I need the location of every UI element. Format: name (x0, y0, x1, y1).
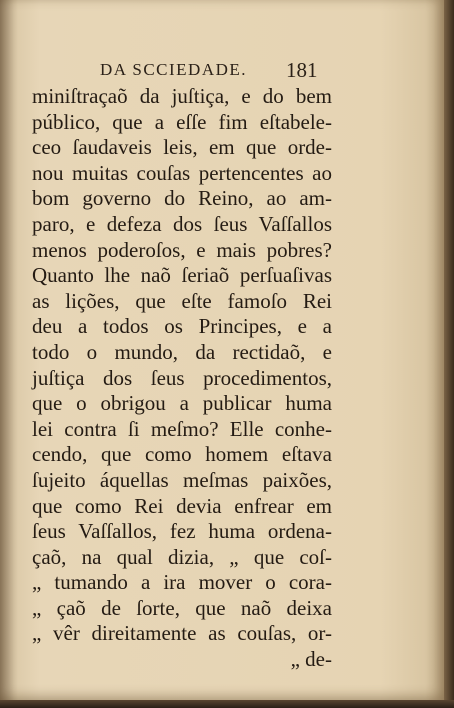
text-line: cendo, que como homem eſtava (32, 442, 332, 467)
text-line: juſtiça dos ſeus procedimentos, (32, 365, 332, 390)
running-head-title: DA SCCIEDADE. (100, 60, 248, 79)
text-line: çaõ, na qual dizia, „ que coſ- (32, 544, 332, 569)
text-line: „ çaõ de ſorte, que naõ deixa (32, 595, 332, 620)
text-line: „ tumando a ira mover o cora- (32, 570, 332, 595)
text-line: deu a todos os Principes, e a (32, 314, 332, 339)
bottom-edge-shadow (0, 700, 454, 708)
text-line: ſeus Vaſſallos, fez huma ordena- (32, 519, 332, 544)
text-line: público, que a eſſe fim eſtabele- (32, 109, 332, 134)
text-line: as lições, que eſte famoſo Rei (32, 288, 332, 313)
body-text (32, 84, 332, 673)
text-line: Quanto lhe naõ ſeriaõ perſuaſivas (32, 263, 332, 288)
text-line: bom governo do Reino, ao am- (32, 186, 332, 211)
page-edge-shadow (444, 0, 454, 708)
text-line: lei contra ſi meſmo? Elle conhe- (32, 416, 332, 441)
text-line: que como Rei devia enfrear em (32, 493, 332, 518)
text-line: miniſtraçaõ da juſtiça, e do bem (32, 84, 332, 108)
text-line: ſujeito áquellas meſmas paixões, (32, 467, 332, 492)
text-line: que o obrigou a publicar huma (32, 391, 332, 416)
text-line: paro, e defeza dos ſeus Vaſſallos (32, 211, 332, 236)
text-line: nou muitas couſas pertencentes ao (32, 160, 332, 185)
catchword: „ de- (290, 647, 332, 672)
text-line: „ vêr direitamente as couſas, or- (32, 621, 332, 646)
page-number: 181 (286, 58, 318, 82)
text-line: menos poderoſos, e mais pobres? (32, 237, 332, 262)
text-line: ceo ſaudaveis leis, em que orde- (32, 135, 332, 160)
spine-shadow (0, 0, 18, 700)
text-line: todo o mundo, da rectidaõ, e (32, 339, 332, 364)
